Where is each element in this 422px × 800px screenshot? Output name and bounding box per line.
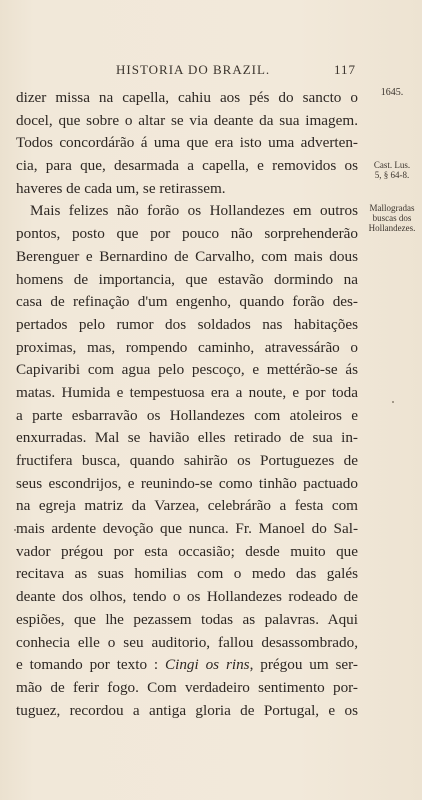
text-line: pontos, posto que por pouco não sorprehenderão [16, 225, 358, 243]
text-line: matas. Humida e tempestuosa era a noute, e por toda [16, 383, 358, 401]
text-line: fructifera busca, quando sahirão os Portuguezes de [16, 452, 358, 469]
text-line: conhecia elle o seu auditorio, fallou desassombrado, [16, 633, 358, 651]
text-line: recitava as suas homilias com o medo das galés [16, 565, 358, 583]
text-line: docel, que sobre o altar se via deante da sua imagem. [16, 111, 358, 129]
body-text [16, 87, 358, 722]
paper-speck [14, 529, 16, 531]
italic-quote: Cingi os rins [164, 656, 250, 674]
text-line: cia, para que, desarmada a capella, e removidos os [16, 157, 358, 175]
margin-note-topic [364, 203, 420, 233]
page-number: 117 [334, 62, 357, 77]
margin-topic-line: buscas dos [372, 213, 412, 223]
text-line: homens de importancia, que estavão dormindo na [16, 270, 358, 288]
text-line: espiões, que lhe pezassem todas as palavras. Aqui [16, 610, 358, 628]
margin-source-line: Cast. Lus. [373, 160, 411, 170]
text-line: vador prégou por esta occasião; desde muito que [16, 542, 358, 560]
margin-topic-line: Mallogradas [369, 203, 415, 213]
margin-year: 1645. [380, 87, 404, 98]
running-title: HISTORIA DO BRAZIL. [116, 62, 271, 77]
text-line: deante dos olhos, tendo o os Hollandezes rodeado de [16, 588, 358, 606]
paper-speck [392, 401, 394, 403]
page-header [0, 62, 422, 78]
margin-topic-line: Hollandezes. [368, 223, 416, 233]
text-line: proximas, mas, rompendo caminho, atravessárão o [16, 338, 358, 356]
margin-note-year [364, 88, 420, 98]
margin-source-line: 5, § 64-8. [374, 170, 410, 180]
text-line: tuguez, recordou a antiga gloria de Portugal, e os [16, 701, 358, 719]
text-line: pertados pelo rumor dos soldados nas habitações [16, 315, 358, 333]
text-line: dizer missa na capella, cahiu aos pés do sancto o [16, 89, 358, 106]
text-line: mais ardente devoção que nunca. Fr. Manoel do Sal- [16, 520, 358, 538]
text-line: seus escondrijos, e reunindo-se como tinhão pactuado [16, 474, 358, 492]
text-line: Berenguer e Bernardino de Carvalho, com mais dous [16, 247, 358, 265]
text-line: Todos concordárão á uma que era isto uma adverten- [16, 134, 358, 152]
text-line: Capivaribi com agua pelo pescoço, e mettérão-se ás [16, 361, 358, 379]
text-line: casa de refinação d'um engenho, quando forão des- [16, 293, 358, 311]
paragraph-start-line: Mais felizes não forão os Hollandezes em outros [30, 202, 358, 220]
text-line: haveres de cada um, se retirassem. [16, 179, 226, 197]
margin-note-source [364, 160, 420, 180]
text-line: e tomando por texto : Cingi os rins, prégou um ser- [16, 656, 358, 674]
text-line: na egreja matriz da Varzea, celebrárão a festa com [16, 497, 358, 515]
text-line: enxurradas. Mal se havião elles retirado de sua in- [16, 429, 358, 447]
text-line: mão de ferir fogo. Com verdadeiro sentimento por- [16, 678, 358, 696]
text-line: a parte esbarravão os Hollandezes com atoleiros e [16, 406, 358, 424]
